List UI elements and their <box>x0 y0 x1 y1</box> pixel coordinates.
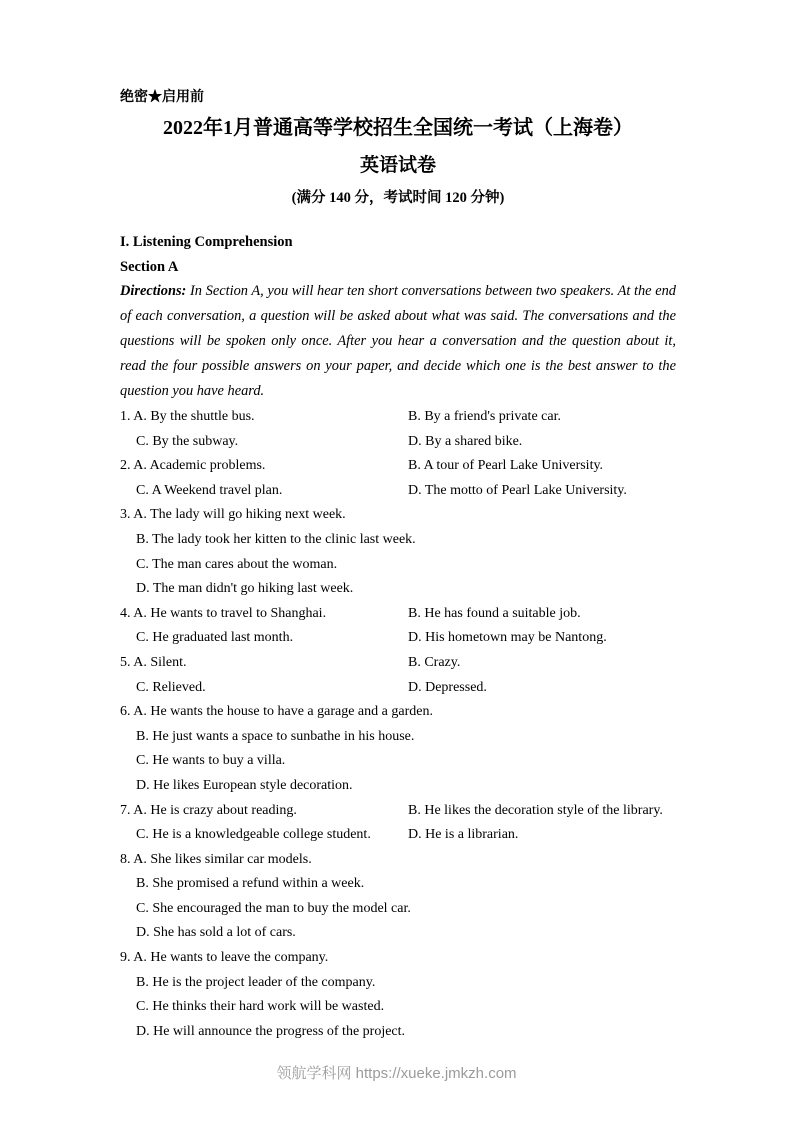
exam-note: (满分 140 分，考试时间 120 分钟) <box>291 190 505 206</box>
question-list <box>120 405 676 1044</box>
option-text: D. He will announce the progress of the project. <box>136 1023 406 1039</box>
directions-text: In Section A, you will hear ten short conversations between two speakers. At the end of each conversation, a question will be asked about what was said. The conversations and the questions will be spoken only once. After you hear a conversation and the question about it, read the four possible answers on your paper, and decide which one is the best answer to the question you have heard. <box>120 283 676 399</box>
option-text: B. Crazy. <box>408 654 461 670</box>
question-line <box>120 872 676 897</box>
section-heading: I. Listening Comprehension <box>120 234 293 250</box>
option-text: B. By a friend's private car. <box>408 409 561 424</box>
question-line <box>120 848 676 873</box>
question-line <box>120 921 676 946</box>
option-text: C. He wants to buy a villa. <box>136 753 286 769</box>
question-line <box>120 774 676 799</box>
paper-title: 英语试卷 <box>359 155 436 176</box>
question-line <box>120 528 676 553</box>
option-text: D. The motto of Pearl Lake University. <box>408 482 627 498</box>
option-text: 1. A. By the shuttle bus. <box>120 409 255 424</box>
option-text: D. His hometown may be Nantong. <box>408 630 607 646</box>
option-text: 8. A. She likes similar car models. <box>120 851 312 867</box>
option-text: B. A tour of Pearl Lake University. <box>408 458 604 474</box>
question-line <box>120 749 676 774</box>
secrecy-notice: 绝密★启用前 <box>120 90 204 105</box>
question-line <box>120 725 676 750</box>
option-text: 2. A. Academic problems. <box>120 458 266 474</box>
option-text: C. By the subway. <box>136 433 239 449</box>
option-text: C. The man cares about the woman. <box>136 556 338 572</box>
option-text: C. He is a knowledgeable college student. <box>136 827 371 843</box>
option-text: C. He thinks their hard work will be wasted. <box>136 999 385 1015</box>
option-text: 3. A. The lady will go hiking next week. <box>120 507 346 523</box>
question-line <box>120 700 676 725</box>
directions-paragraph <box>120 279 676 404</box>
option-text: D. She has sold a lot of cars. <box>136 925 296 941</box>
question-line <box>120 897 676 922</box>
question-line <box>120 479 676 504</box>
option-text: 9. A. He wants to leave the company. <box>120 950 329 966</box>
question-line <box>120 577 676 602</box>
option-text: 5. A. Silent. <box>120 654 187 670</box>
directions-label: Directions: <box>120 283 187 299</box>
option-text: C. He graduated last month. <box>136 630 294 646</box>
question-line <box>120 602 676 627</box>
option-text: D. He likes European style decoration. <box>136 777 353 793</box>
question-line <box>120 454 676 479</box>
question-line <box>120 430 676 455</box>
option-text: 4. A. He wants to travel to Shanghai. <box>120 605 327 621</box>
page-content <box>120 86 676 1044</box>
option-text: B. He likes the decoration style of the library. <box>408 802 663 818</box>
option-text: C. She encouraged the man to buy the model car. <box>136 900 411 916</box>
option-text: D. He is a librarian. <box>408 827 519 843</box>
option-text: 6. A. He wants the house to have a garage and a garden. <box>120 704 433 720</box>
question-line <box>120 946 676 971</box>
question-line <box>120 971 676 996</box>
question-line <box>120 799 676 824</box>
question-line <box>120 651 676 676</box>
option-text: B. The lady took her kitten to the clinic last week. <box>136 531 416 547</box>
option-text: B. He has found a suitable job. <box>408 605 581 621</box>
exam-title: 2022年1月普通高等学校招生全国统一考试（上海卷） <box>163 117 633 139</box>
watermark-footer: 领航学科网 https://xueke.jmkzh.com <box>276 1065 517 1082</box>
option-text: B. He is the project leader of the company. <box>136 974 376 990</box>
question-line <box>120 503 676 528</box>
option-text: B. He just wants a space to sunbathe in his house. <box>136 728 415 744</box>
question-line <box>120 676 676 701</box>
option-text: 7. A. He is crazy about reading. <box>120 802 297 818</box>
option-text: D. The man didn't go hiking last week. <box>136 581 354 597</box>
question-line <box>120 553 676 578</box>
question-line <box>120 995 676 1020</box>
question-line <box>120 405 676 430</box>
question-line <box>120 1020 676 1045</box>
option-text: D. Depressed. <box>408 679 487 695</box>
question-line <box>120 626 676 651</box>
option-text: D. By a shared bike. <box>408 433 523 449</box>
question-line <box>120 823 676 848</box>
option-text: C. Relieved. <box>136 679 206 695</box>
option-text: C. A Weekend travel plan. <box>136 482 283 498</box>
section-a-label: Section A <box>120 259 179 275</box>
option-text: B. She promised a refund within a week. <box>136 876 365 892</box>
